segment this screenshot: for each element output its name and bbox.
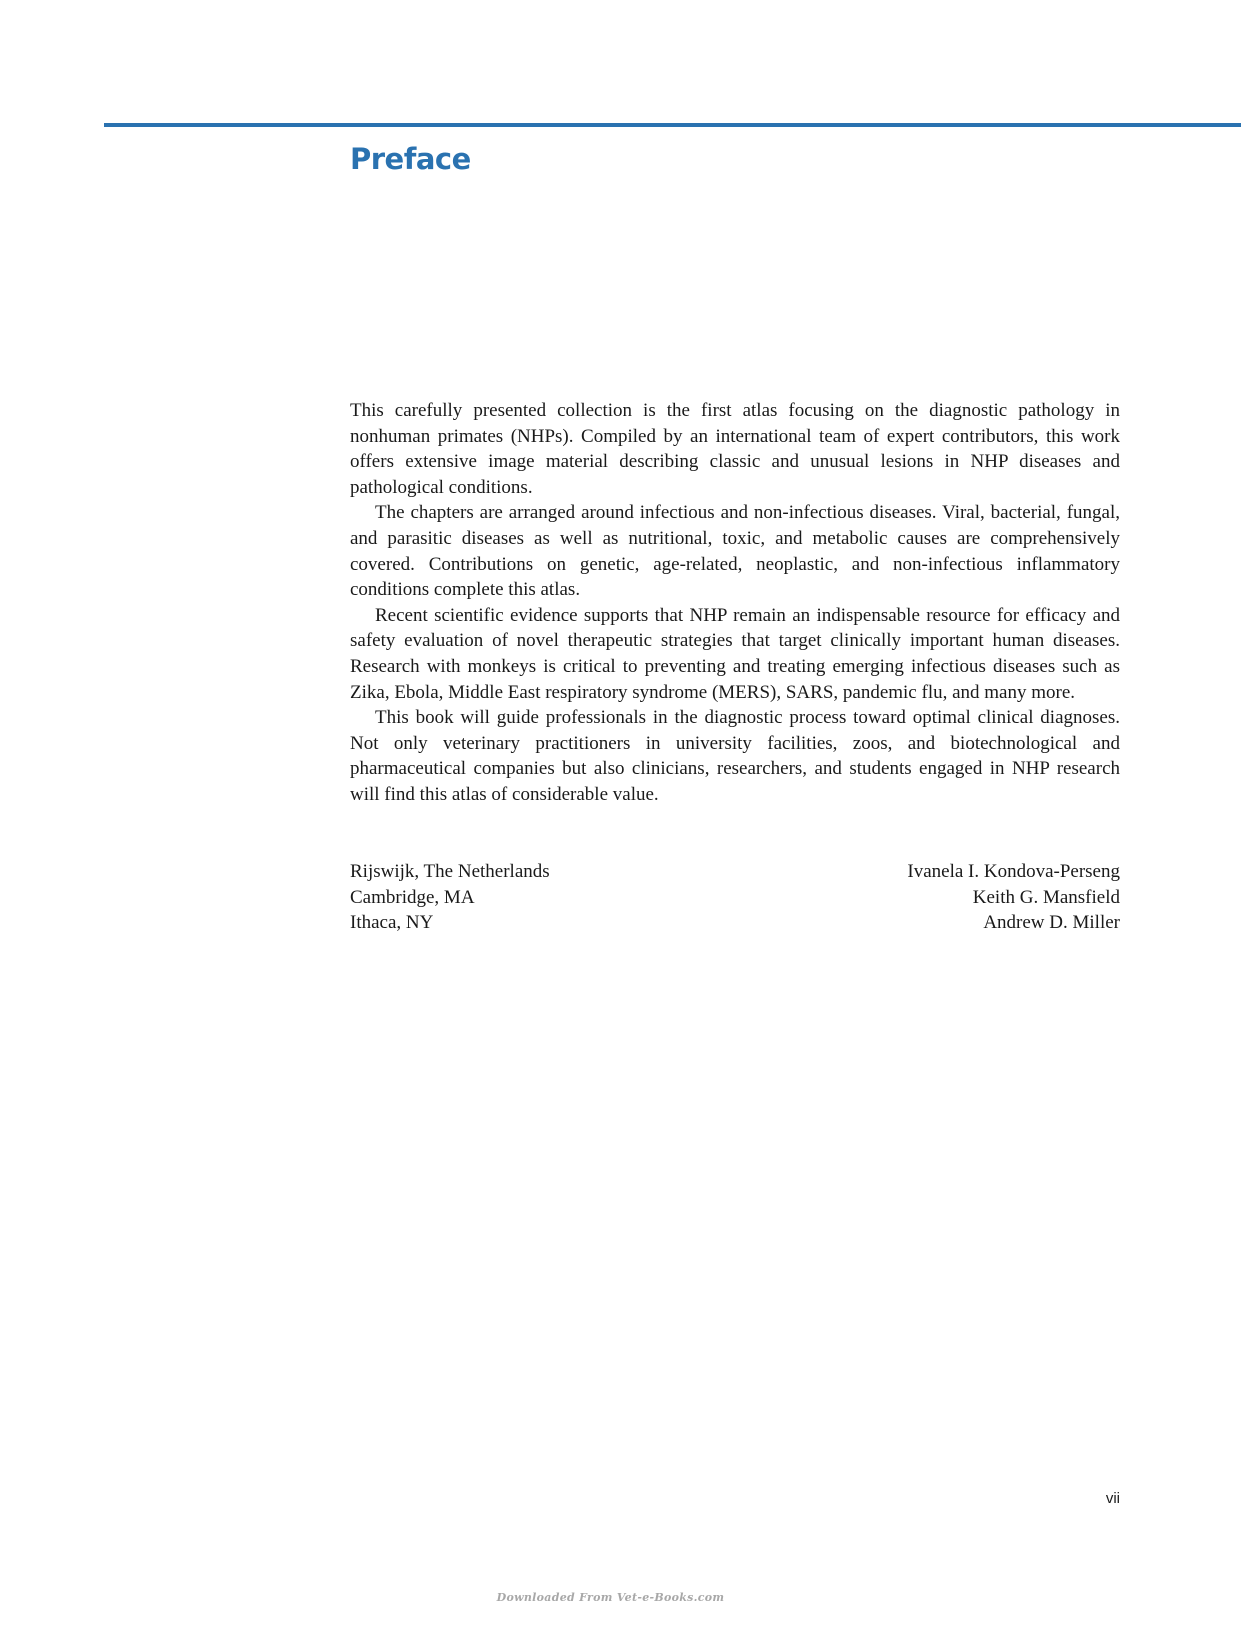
header-rule (104, 123, 1241, 127)
signature-name: Ivanela I. Kondova-Perseng (907, 861, 1120, 882)
signature-place: Cambridge, MA (350, 886, 475, 908)
preface-body (350, 398, 1120, 808)
watermark: Downloaded From Vet-e-Books.com (496, 1591, 725, 1604)
signature-row (350, 910, 1120, 936)
signature-row (350, 885, 1120, 911)
signature-place: Rijswijk, The Netherlands (350, 861, 550, 882)
page-number: vii (1105, 1490, 1120, 1507)
page-title: Preface (350, 142, 471, 176)
signature-place: Ithaca, NY (350, 912, 434, 934)
signature-block (350, 859, 1120, 936)
paragraph-3: Recent scientific evidence supports that NHP remain an indispensable resource for efficacy and safety evaluation of novel therapeutic strategies that target clinically important human diseases. Research with monkeys is critical to preventing and treating emerging infectious diseases such as Zika, Ebola, Middle East respiratory syndrome (MERS), SARS, pandemic flu, and many more. (350, 604, 1120, 703)
signature-row (350, 859, 1120, 885)
paragraph-4: This book will guide professionals in the diagnostic process toward optimal clinical diagnoses. Not only veterinary practitioners in university facilities, zoos, and biotechnological and pharmaceutical companies but also clinicians, researchers, and students engaged in NHP research will find this atlas of considerable value. (350, 707, 1120, 805)
paragraph-2: The chapters are arranged around infectious and non-infectious diseases. Viral, bacterial, fungal, and parasitic diseases as well as nutritional, toxic, and metabolic causes are comprehensively covered. Contributions on genetic, age-related, neoplastic, and non-infectious inflammatory conditions complete this atlas. (350, 502, 1120, 601)
paragraph-1: This carefully presented collection is the first atlas focusing on the diagnostic pathology in nonhuman primates (NHPs). Compiled by an international team of expert contributors, this work offers extensive image material describing classic and unusual lesions in NHP diseases and pathological conditions. (350, 400, 1120, 498)
signature-name: Andrew D. Miller (983, 912, 1120, 934)
signature-name: Keith G. Mansfield (972, 886, 1120, 908)
